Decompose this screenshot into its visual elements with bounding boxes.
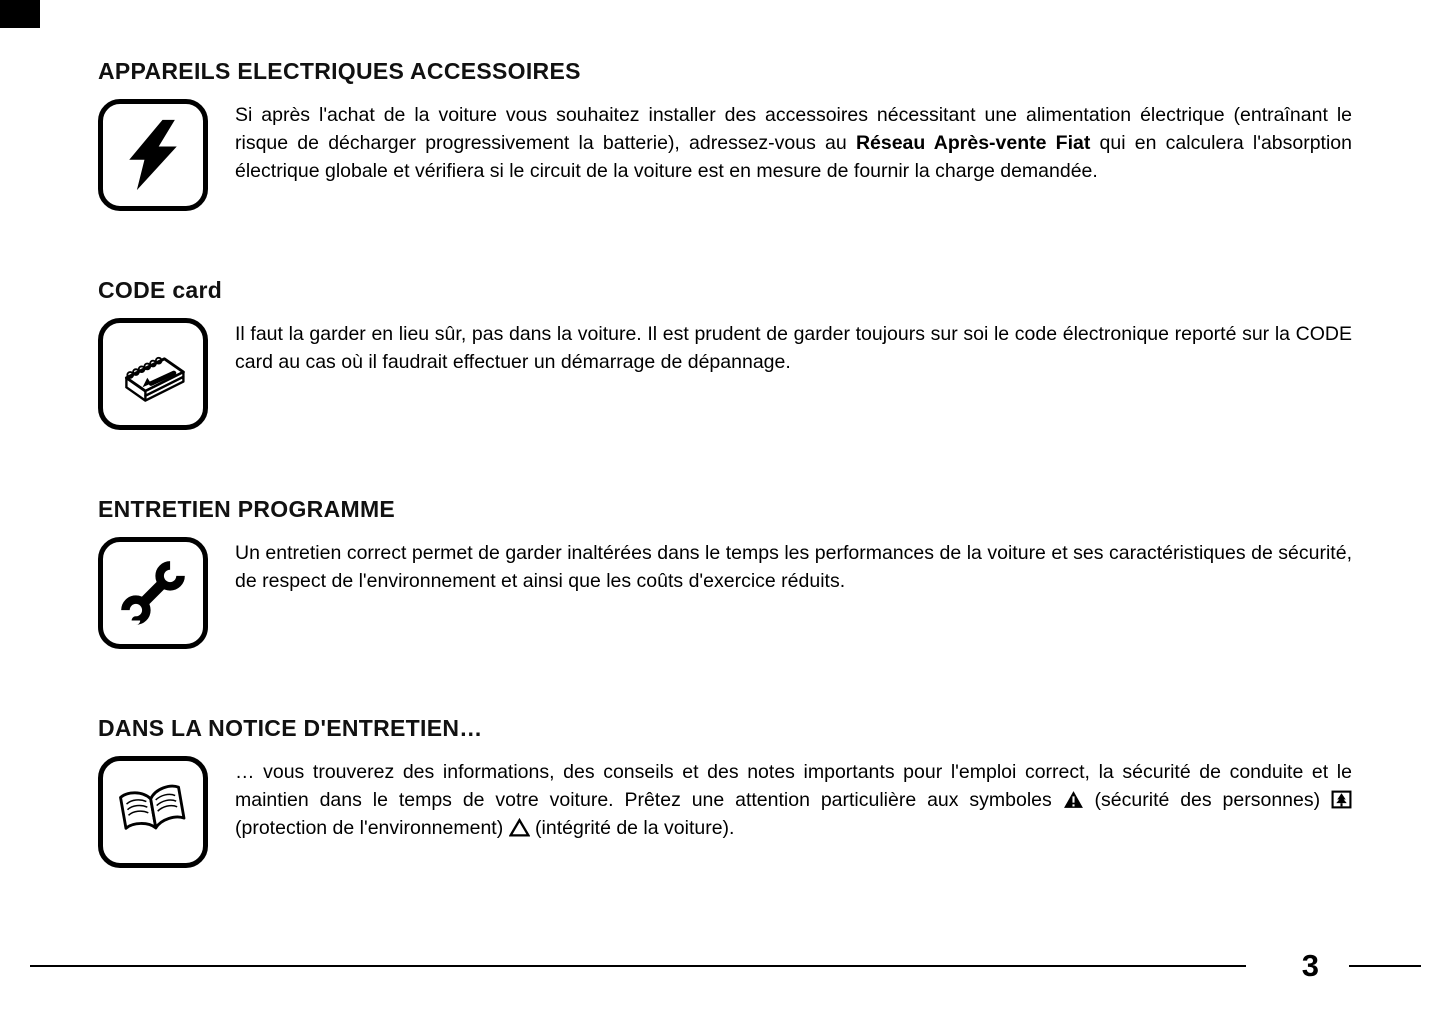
section-text: Il faut la garder en lieu sûr, pas dans la voiture. Il est prudent de garder toujours sur soi le code électronique reporté sur la CODE card au cas où il faudrait effectuer un démarrage de dépannage.: [235, 323, 1352, 373]
code-card-icon: [115, 336, 191, 412]
text-segment: … vous trouverez des informations, des conseils et des notes importants pour l'emploi correct, la sécurité de conduite et le maintien dans le temps de votre voiture. Prêtez une attention particulière aux symboles: [235, 761, 1352, 811]
bold-text: Réseau Après-vente Fiat: [855, 132, 1091, 154]
footer-rule-left: [30, 965, 1246, 967]
outline-triangle-icon: [509, 818, 530, 837]
section-row: [98, 99, 1352, 211]
section-row: [98, 318, 1352, 430]
page-footer: [30, 950, 1421, 981]
wrench-icon: [115, 555, 191, 631]
lightning-bolt-icon: [115, 117, 191, 193]
icon-box: [98, 756, 208, 868]
section-service-booklet: [98, 715, 1352, 868]
text-segment: (protection de l'environnement): [235, 817, 509, 839]
tree-in-box-icon: [1331, 790, 1352, 809]
text-segment: (intégrité de la voiture).: [529, 817, 735, 839]
section-row: [98, 537, 1352, 649]
footer-rule-right: [1349, 965, 1421, 967]
page-number: 3: [1301, 948, 1319, 983]
text-segment: Si après l'achat de la voiture vous souhaitez installer des accessoires nécessitant une alimentation électrique (entraînant le risque de décharger progressivement la batterie), adressez-vous au: [235, 104, 1352, 154]
section-heading: ENTRETIEN PROGRAMME: [98, 496, 396, 522]
warning-triangle-icon: [1063, 790, 1084, 809]
text-segment: (sécurité des personnes): [1083, 789, 1331, 811]
section-text: Un entretien correct permet de garder inaltérées dans le temps les performances de la voiture et ses caractéristiques de sécurité, de respect de l'environnement et ainsi que les coûts d'exercice réduits.: [235, 542, 1352, 592]
section-text: [235, 99, 1352, 185]
section-row: [98, 756, 1352, 868]
section-electrical-accessories: [98, 58, 1352, 211]
icon-box: [98, 537, 208, 649]
section-heading: CODE card: [98, 277, 223, 303]
section-heading: DANS LA NOTICE D'ENTRETIEN…: [98, 715, 483, 741]
section-text: [235, 756, 1352, 842]
open-book-icon: [115, 774, 191, 850]
corner-mark: [0, 0, 40, 28]
icon-box: [98, 99, 208, 211]
icon-box: [98, 318, 208, 430]
section-scheduled-maintenance: [98, 496, 1352, 649]
section-heading: APPAREILS ELECTRIQUES ACCESSOIRES: [98, 58, 581, 84]
section-code-card: [98, 277, 1352, 430]
text-segment: qui en calculera l'absorption électrique globale et vérifiera si le circuit de la voiture est en mesure de fournir la charge demandée.: [235, 132, 1353, 182]
